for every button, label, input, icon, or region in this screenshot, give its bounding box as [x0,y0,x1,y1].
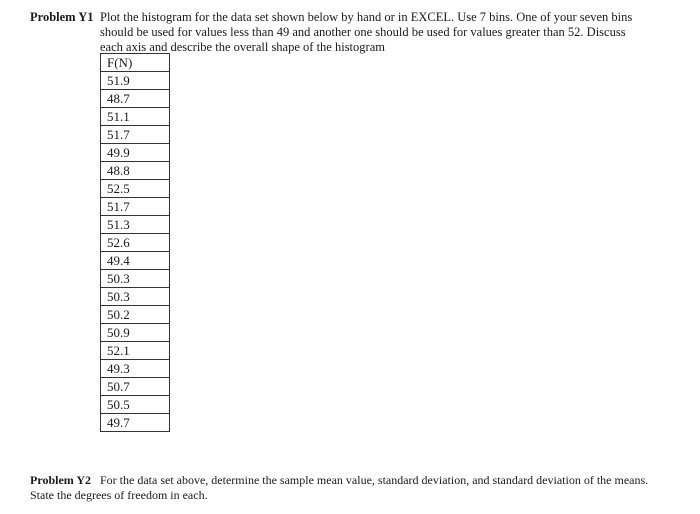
table-row [101,288,170,306]
table-row [101,324,170,342]
table-cell: 52.5 [101,180,170,198]
problem-y2-text: For the data set above, determine the sample mean value, standard deviation, and standard deviation of the means. State the degrees of freedom in each. [30,473,649,502]
table-row [101,198,170,216]
table-row [101,180,170,198]
table-cell: 50.7 [101,378,170,396]
table-cell: 49.7 [101,414,170,432]
data-table [100,53,170,432]
table-row [101,234,170,252]
table-row [101,216,170,234]
table-cell: 48.8 [101,162,170,180]
table-cell: 51.9 [101,72,170,90]
problem-y2-label: Problem Y2 [30,473,91,487]
table-cell: 49.3 [101,360,170,378]
table-row [101,144,170,162]
table-row [101,162,170,180]
table-row [101,270,170,288]
table-cell: 51.1 [101,108,170,126]
problem-y1-text: Plot the histogram for the data set shown below by hand or in EXCEL. Use 7 bins. One of your seven bins should be used for values less than 49 and another one should be used for values greater than 52. Discuss each axis and describe the overall shape of the histogram [100,10,633,54]
table-cell: 51.7 [101,198,170,216]
table-cell: 50.3 [101,288,170,306]
table-row [101,396,170,414]
table-cell: 52.1 [101,342,170,360]
table-row [101,360,170,378]
table-row [101,306,170,324]
problem-y1-label: Problem Y1 [30,10,94,24]
table-cell: 50.3 [101,270,170,288]
table-row [101,414,170,432]
table-cell: 50.9 [101,324,170,342]
table-cell: 49.9 [101,144,170,162]
table-row [101,90,170,108]
table-row [101,126,170,144]
table-row [101,252,170,270]
table-row [101,72,170,90]
table-cell: 51.3 [101,216,170,234]
table-row [101,108,170,126]
table-row [101,378,170,396]
problem-y1 [30,10,650,55]
table-cell: 49.4 [101,252,170,270]
table-cell: 50.2 [101,306,170,324]
table-cell: 48.7 [101,90,170,108]
table-cell: 51.7 [101,126,170,144]
problem-y2 [30,473,650,503]
table-cell: 52.6 [101,234,170,252]
table-header: F(N) [101,54,170,72]
table-row [101,342,170,360]
table-cell: 50.5 [101,396,170,414]
